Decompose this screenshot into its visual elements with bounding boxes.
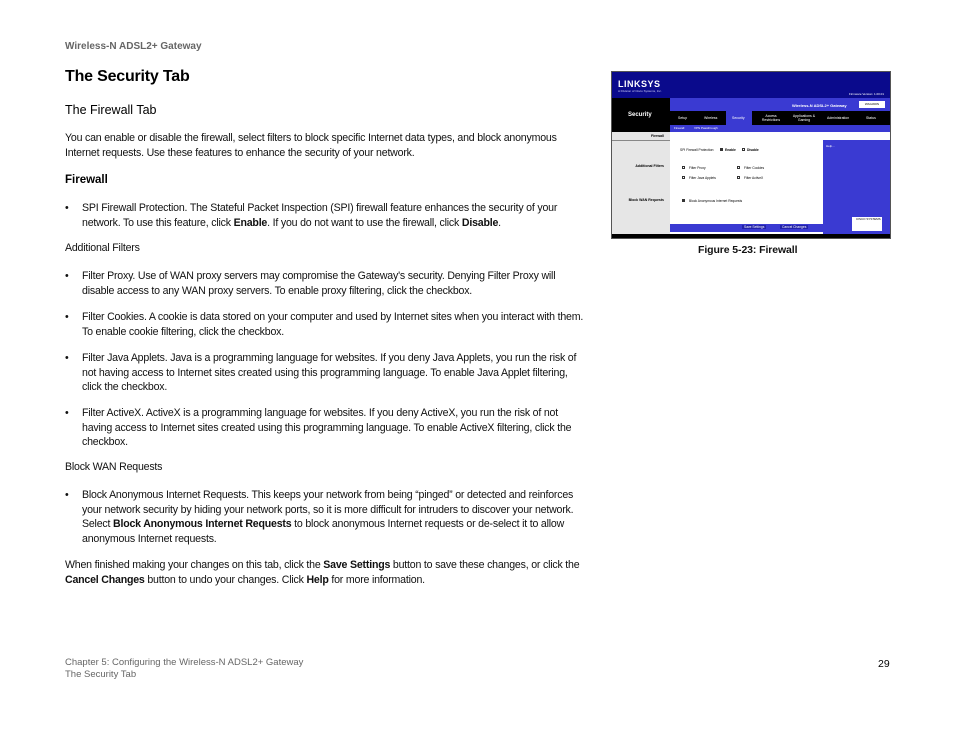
spi-disable-bold: Disable [461, 216, 499, 229]
bullet-dot: • [65, 407, 69, 419]
spi-enable-label: Enable [725, 148, 736, 152]
filter-activex-label: Filter ActiveX [744, 176, 764, 180]
filter-bullet [65, 406, 587, 450]
tab-administration[interactable]: Administration [827, 116, 850, 120]
save-settings-bold: Save Settings [323, 559, 391, 571]
help-link[interactable]: Help... [826, 144, 835, 148]
filter-cookies-label: Filter Cookies [744, 166, 765, 170]
spi-enable-bold: Enable [233, 216, 268, 229]
firewall-screenshot [611, 71, 891, 239]
spi-text: . If you do not want to use the firewall, click [267, 216, 462, 229]
firewall-heading: Firewall [65, 174, 108, 186]
filter-activex-text: Filter ActiveX. ActiveX is a programming language for websites. If you deny ActiveX, you run the risk of not having access to Internet sites created using this programming language. To enable ActiveX filtering, click the checkbox. [82, 407, 572, 449]
cancel-changes-button[interactable]: Cancel Changes [782, 225, 807, 229]
page-title: The Security Tab [65, 68, 190, 85]
block-text: to block anonymous Internet requests or de-select it to allow anonymous Internet requests. [82, 518, 565, 545]
additional-filters-heading: Additional Filters [65, 242, 140, 254]
subtab-vpn-passthrough[interactable]: VPN Passthrough [694, 126, 718, 130]
bullet-dot: • [65, 311, 69, 323]
bullet-dot: • [65, 270, 69, 282]
closing-text: button to save these changes, or click the [390, 559, 580, 571]
product-bar [670, 98, 890, 111]
section-subtitle: The Firewall Tab [65, 103, 157, 117]
block-anonymous-checkbox[interactable] [682, 199, 685, 202]
filter-bullet [65, 269, 587, 298]
cisco-logo-text: CISCO SYSTEMS [856, 217, 881, 221]
block-bullet [65, 488, 587, 546]
firmware-version: Firmware Version: 1.00.01 [848, 92, 884, 96]
page-number: 29 [878, 658, 890, 670]
closing-text: button to undo your changes. Click [144, 573, 307, 586]
tab-status[interactable]: Status [866, 116, 876, 120]
filter-java-label: Filter Java Applets [689, 176, 716, 180]
label-firewall: Firewall [650, 134, 664, 138]
tab-applications-gaming[interactable]: Applications & Gaming [792, 114, 816, 122]
logo-subtitle: A Division of Cisco Systems, Inc. [618, 89, 662, 93]
filter-proxy-label: Filter Proxy [689, 166, 706, 170]
block-bold: Block Anonymous Internet Requests [113, 518, 292, 531]
tab-wireless[interactable]: Wireless [704, 116, 718, 120]
footer-chapter: Chapter 5: Configuring the Wireless-N ADSL2+ Gateway [65, 657, 304, 668]
bullet-dot: • [65, 202, 69, 214]
closing-text: for more information. [328, 573, 425, 586]
spi-enable-radio[interactable] [720, 148, 723, 151]
tab-security[interactable]: Security [732, 116, 745, 120]
closing-text: When finished making your changes on this tab, click the [65, 559, 324, 571]
filter-activex-checkbox[interactable] [737, 176, 740, 179]
cancel-changes-bold: Cancel Changes [65, 573, 145, 586]
filter-java-text: Filter Java Applets. Java is a programming language for websites. If you deny Java Applets, you run the risk of not having access to Internet sites created using this programming language. To enable Java Applet filtering, click the checkbox. [82, 352, 577, 394]
filter-cookies-checkbox[interactable] [737, 166, 740, 169]
filter-bullet [65, 351, 587, 395]
save-settings-button[interactable]: Save Settings [744, 225, 765, 229]
running-head: Wireless-N ADSL2+ Gateway [65, 41, 202, 52]
left-label-column [612, 132, 670, 238]
section-title: Security [628, 112, 652, 118]
tab-setup[interactable]: Setup [678, 116, 688, 120]
help-bold: Help [306, 573, 329, 586]
left-divider [612, 140, 670, 141]
tab-access-restrictions[interactable]: Access Restrictions [761, 114, 781, 122]
filter-proxy-checkbox[interactable] [682, 166, 685, 169]
model-badge: WAG300N [859, 101, 885, 108]
label-additional-filters: Additional Filters [635, 164, 664, 168]
spi-bullet [65, 201, 587, 230]
linksys-logo: LINKSYS [618, 79, 661, 89]
screenshot-bottom-bar [612, 234, 890, 238]
closing-paragraph [65, 558, 587, 587]
bullet-dot: • [65, 489, 69, 501]
block-text: Block Anonymous Internet Requests. This keeps your network from being “pinged” or detected and reinforces your network security by hiding your network ports, so it is more difficult for intruders to discover your network. Select [82, 489, 574, 531]
filter-java-checkbox[interactable] [682, 176, 685, 179]
filter-proxy-text: Filter Proxy. Use of WAN proxy servers may compromise the Gateway's security. Denying Filter Proxy will disable access to any WAN proxy servers. To enable proxy filtering, click the checkbox. [82, 270, 556, 297]
label-block-wan: Block WAN Requests [628, 198, 664, 202]
footer-section: The Security Tab [65, 669, 137, 680]
subtab-firewall[interactable]: Firewall [674, 126, 685, 130]
block-wan-heading: Block WAN Requests [65, 461, 163, 473]
spi-text: . [498, 216, 501, 229]
spi-disable-label: Disable [747, 148, 759, 152]
product-name: Wireless-N ADSL2+ Gateway [792, 103, 847, 108]
bullet-dot: • [65, 352, 69, 364]
filter-bullet [65, 310, 587, 339]
intro-paragraph: You can enable or disable the firewall, select filters to block specific Internet data types, and block anonymous Internet requests. Use these features to enhance the security of your network. [65, 132, 557, 159]
spi-label: SPI Firewall Protection: [680, 148, 715, 152]
figure-caption: Figure 5-23: Firewall [698, 244, 798, 256]
spi-disable-radio[interactable] [742, 148, 745, 151]
filter-cookies-text: Filter Cookies. A cookie is data stored on your computer and used by Internet sites when you interact with them. To enable cookie filtering, click the checkbox. [82, 311, 584, 338]
block-anonymous-label: Block Anonymous Internet Requests [689, 199, 743, 203]
spi-text: SPI Firewall Protection. The Stateful Packet Inspection (SPI) firewall feature enhances the security of your network. To use this feature, click [82, 202, 558, 229]
